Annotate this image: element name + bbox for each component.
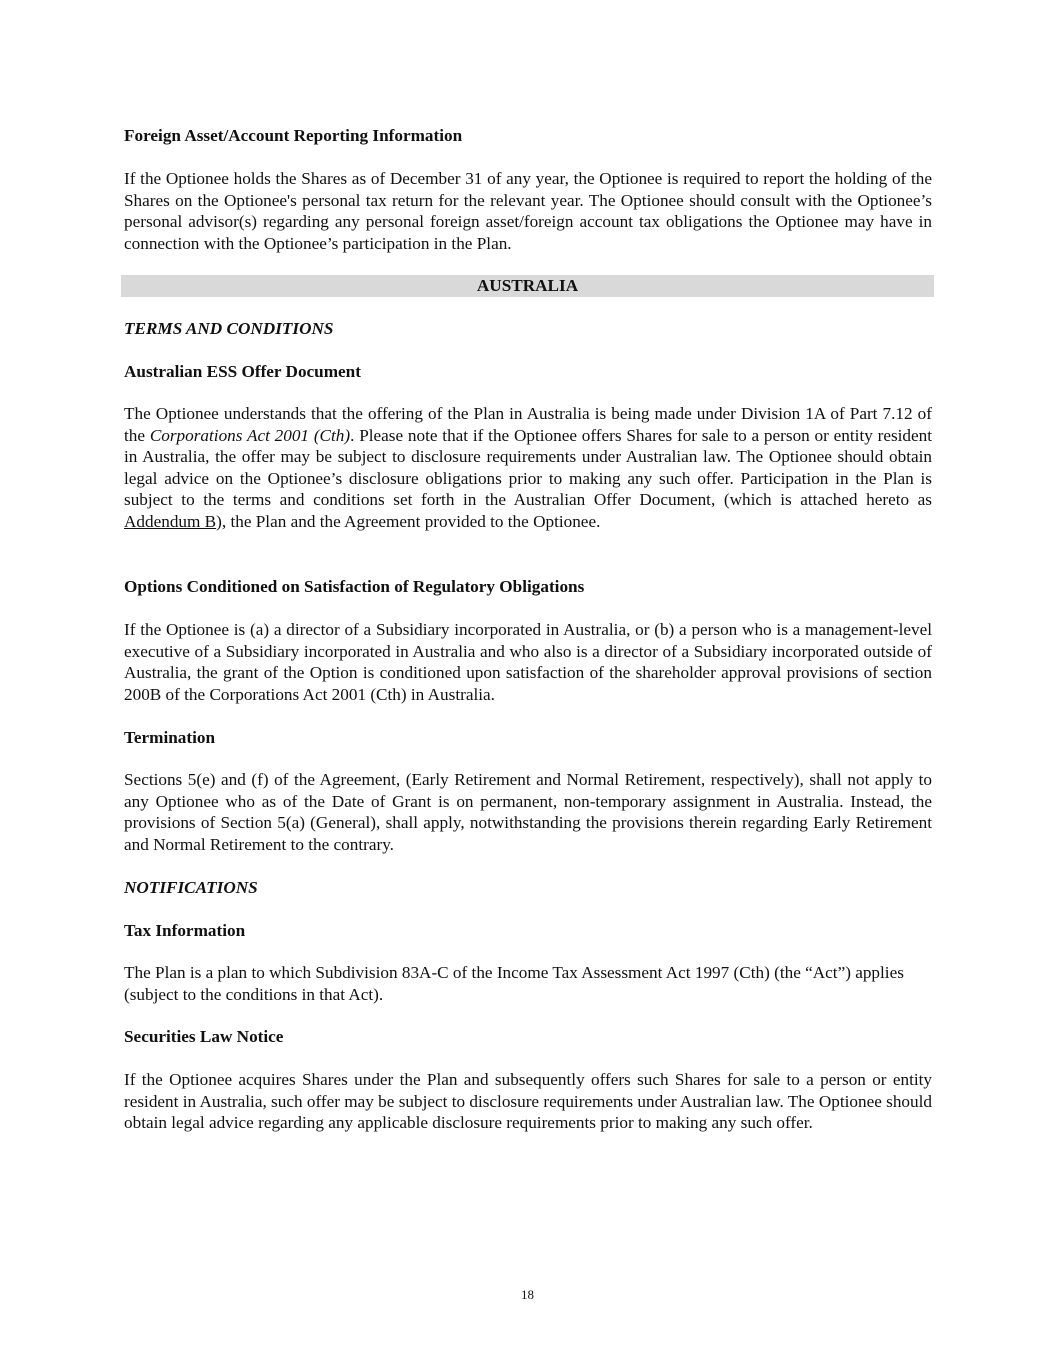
ess-offer-heading: Australian ESS Offer Document xyxy=(124,362,361,381)
foreign-reporting-body: If the Optionee holds the Shares as of December 31 of any year, the Optionee is required to report the holding of the Shares on the Optionee's personal tax return for the relevant year. The Optionee should consult with the Optionee’s personal advisor(s) regarding any personal foreign asset/foreign account tax obligations the Optionee may have in connection with the Optionee’s participation in the Plan. xyxy=(124,169,932,253)
country-banner-label: AUSTRALIA xyxy=(476,276,579,295)
ess-body-part2: . Please note that if the Optionee offers Shares for sale to a person or entity resident in Australia, the offer may be subject to disclosure requirements under Australian law. The Optionee should obtain legal advice on the Optionee’s disclosure obligations prior to making any such offer. Participation in the Plan is subject to the terms and conditions set forth in the Australian Offer Document, (which is attached hereto as xyxy=(124,425,933,510)
termination-body: Sections 5(e) and (f) of the Agreement, (Early Retirement and Normal Retirement, respectively), shall not apply to any Optionee who as of the Date of Grant is on permanent, non-temporary assignment in Australia. Instead, the provisions of Section 5(a) (General), shall apply, notwithstanding the provisions therein regarding Early Retirement and Normal Retirement to the contrary. xyxy=(124,770,932,854)
securities-law-heading: Securities Law Notice xyxy=(124,1027,284,1046)
tax-information-heading: Tax Information xyxy=(124,921,246,940)
ess-body-part3: ), the Plan and the Agreement provided to the Optionee. xyxy=(216,511,601,531)
terms-conditions-heading: TERMS AND CONDITIONS xyxy=(124,319,334,338)
page-number: 18 xyxy=(521,1287,534,1302)
termination-heading: Termination xyxy=(124,728,216,747)
addendum-b-link[interactable]: Addendum B xyxy=(124,511,217,531)
options-conditioned-heading: Options Conditioned on Satisfaction of Regulatory Obligations xyxy=(124,577,585,596)
notifications-heading: NOTIFICATIONS xyxy=(124,878,258,897)
tax-information-body: The Plan is a plan to which Subdivision 83A-C of the Income Tax Assessment Act 1997 (Cth) (the “Act”) applies (subject to the conditions in that Act). xyxy=(124,963,904,1004)
country-banner xyxy=(121,275,934,297)
foreign-reporting-heading: Foreign Asset/Account Reporting Information xyxy=(124,126,463,145)
options-conditioned-body: If the Optionee is (a) a director of a Subsidiary incorporated in Australia, or (b) a person who is a management-level executive of a Subsidiary incorporated in Australia and who also is a director of a Subsidiary incorporated outside of Australia, the grant of the Option is conditioned upon satisfaction of the shareholder approval provisions of section 200B of the Corporations Act 2001 (Cth) in Australia. xyxy=(124,620,932,704)
securities-law-body: If the Optionee acquires Shares under the Plan and subsequently offers such Shares for sale to a person or entity resident in Australia, such offer may be subject to disclosure requirements under Australian law. The Optionee should obtain legal advice regarding any applicable disclosure requirements prior to making any such offer. xyxy=(124,1070,932,1133)
ess-body-part1: The Optionee understands that the offering of the Plan in Australia is being made under Division 1A of Part 7.12 of the xyxy=(124,404,932,445)
ess-offer-body xyxy=(124,403,932,533)
ess-act-title: Corporations Act 2001 (Cth) xyxy=(149,425,351,445)
